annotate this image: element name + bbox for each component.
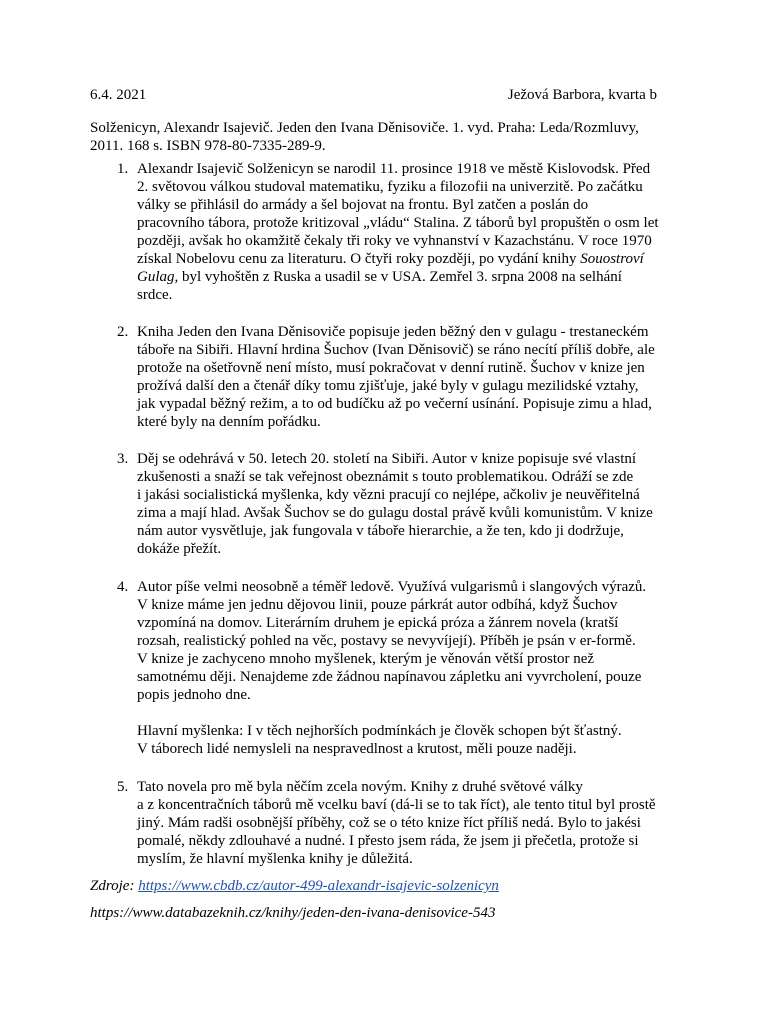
text-line: Kniha Jeden den Ivana Děnisoviče popisuje jeden běžný den v gulagu - trestaneckém	[137, 324, 649, 340]
text-line: V knize je zachyceno mnoho myšlenek, kterým je věnován větší prostor než	[137, 651, 595, 667]
text-segment: byl vyhoštěn z Ruska a usadil se v USA. Zemřel 3. srpna 2008 na selhání	[182, 269, 622, 285]
text-line: nám autor vysvětluje, jak fungovala v táboře hierarchie, a že ten, kdo ji dodržuje,	[137, 523, 624, 539]
text-line: později, avšak ho okamžitě čekaly tři roky ve vyhnanství v Kazachstánu. V roce 1970	[137, 233, 652, 249]
text-line: táboře na Sibiři. Hlavní hrdina Šuchov (Ivan Děnisovič) se ráno necítí příliš dobře, ale	[137, 342, 655, 358]
main-idea-line: Hlavní myšlenka: I v těch nejhorších podmínkách je člověk schopen být šťastný.	[137, 723, 622, 739]
text-line: 2. světovou válkou studoval matematiku, fyziku a filozofii na univerzitě. Po začátku	[137, 179, 643, 195]
source-link-cbdb[interactable]: https://www.cbdb.cz/autor-499-alexandr-isajevic-solzenicyn	[138, 878, 499, 894]
text-line: srdce.	[137, 287, 173, 303]
text-line: Děj se odehrává v 50. letech 20. století na Sibiři. Autor v knize popisuje své vlastní	[137, 451, 637, 467]
author-class: Ježová Barbora, kvarta b	[507, 87, 657, 103]
text-line: dokáže přežít.	[137, 541, 222, 557]
text-line: V knize máme jen jednu dějovou linii, pouze párkrát autor odbíhá, když Šuchov	[137, 597, 618, 613]
text-segment: získal Nobelovu cenu za literaturu. O čtyři roky později, po vydání knihy	[137, 251, 577, 267]
item-text	[137, 323, 662, 431]
date: 6.4. 2021	[90, 87, 147, 103]
text-line: a z koncentračních táborů mě vcelku baví (dá-li se to tak říct), ale tento titul byl prostě	[137, 797, 656, 813]
item-text	[137, 778, 662, 868]
text-line: jiný. Mám radši osobnější příběhy, což se o této knize říct příliš nedá. Bylo to jakési	[137, 815, 641, 831]
text-line: které byly na denním pořádku.	[137, 414, 321, 430]
item-text	[137, 578, 662, 758]
item-text	[137, 450, 662, 558]
citation-line: 2011. 168 s. ISBN 978-80-7335-289-9.	[90, 138, 326, 154]
item-number: 4.	[117, 579, 129, 595]
item-number: 2.	[117, 324, 129, 340]
text-line: pomalé, někdy zdlouhavé a nudné. I přesto jsem ráda, že jsem ji přečetla, protože si	[137, 833, 639, 849]
item-number: 5.	[117, 779, 129, 795]
text-line: Alexandr Isajevič Solženicyn se narodil 11. prosince 1918 ve městě Kislovodsk. Před	[137, 161, 651, 177]
document-header	[90, 86, 657, 104]
text-line: prožívá další den a čtenář díky tomu zjišťuje, jaké byly v gulagu mezilidské vztahy,	[137, 378, 639, 394]
blank-line	[137, 704, 662, 722]
text-line	[137, 250, 662, 268]
text-line: samotnému ději. Nenajdeme zde žádnou napínavou zápletku ani vyvrcholení, pouze	[137, 669, 642, 685]
text-line: rozsah, realistický pohled na věc, postavy se nevyvíjejí). Příběh je psán v er-formě.	[137, 633, 636, 649]
text-line: jak vypadal běžný režim, a to od budíčku až po večerní usínání. Popisuje zimu a hlad,	[137, 396, 652, 412]
text-line: protože na ošetřovně není místo, musí pokračovat v denní rutině. Šuchov v knize jen	[137, 360, 645, 376]
text-line: popis jednoho dne.	[137, 687, 251, 703]
sources-line	[90, 877, 499, 895]
main-idea-line: V táborech lidé nemysleli na nespravedlnost a krutost, měli pouze naději.	[137, 741, 577, 757]
text-line: Tato novela pro mě byla něčím zcela novým. Knihy z druhé světové války	[137, 779, 583, 795]
text-line: války se přihlásil do armády a šel bojovat na frontu. Byl zatčen a poslán do	[137, 197, 589, 213]
item-text	[137, 160, 662, 304]
item-number: 1.	[117, 161, 129, 177]
bibliographic-citation	[90, 119, 690, 155]
text-line: Autor píše velmi neosobně a téměř ledově. Využívá vulgarismů i slangových výrazů.	[137, 579, 647, 595]
text-line: i jakási socialistická myšlenka, kdy vězni pracují co nejlépe, ačkoliv je neuvěřitelná	[137, 487, 640, 503]
source-link-databazeknih: https://www.databazeknih.cz/knihy/jeden-den-ivana-denisovice-543	[90, 905, 496, 921]
text-line: myslím, že hlavní myšlenka knihy je důležitá.	[137, 851, 413, 867]
text-line	[137, 268, 662, 286]
text-line: zima a mají hlad. Avšak Šuchov se do gulagu dostal právě kvůli komunistům. V knize	[137, 505, 653, 521]
text-line: zkušenosti a snaží se tak veřejnost obeznámit s touto problematikou. Odráží se zde	[137, 469, 634, 485]
sources-label: Zdroje:	[90, 878, 135, 894]
book-title-italic: Gulag,	[137, 269, 179, 285]
book-title-italic: Souostroví	[580, 251, 644, 267]
item-number: 3.	[117, 451, 129, 467]
text-line: vzpomíná na domov. Literárním druhem je epická próza a žánrem novela (kratší	[137, 615, 619, 631]
citation-line: Solženicyn, Alexandr Isajevič. Jeden den Ivana Děnisoviče. 1. vyd. Praha: Leda/Rozmluvy,	[90, 120, 639, 136]
text-line: pracovního tábora, protože kritizoval „vládu“ Stalina. Z táborů byl propuštěn o osm let	[137, 215, 659, 231]
